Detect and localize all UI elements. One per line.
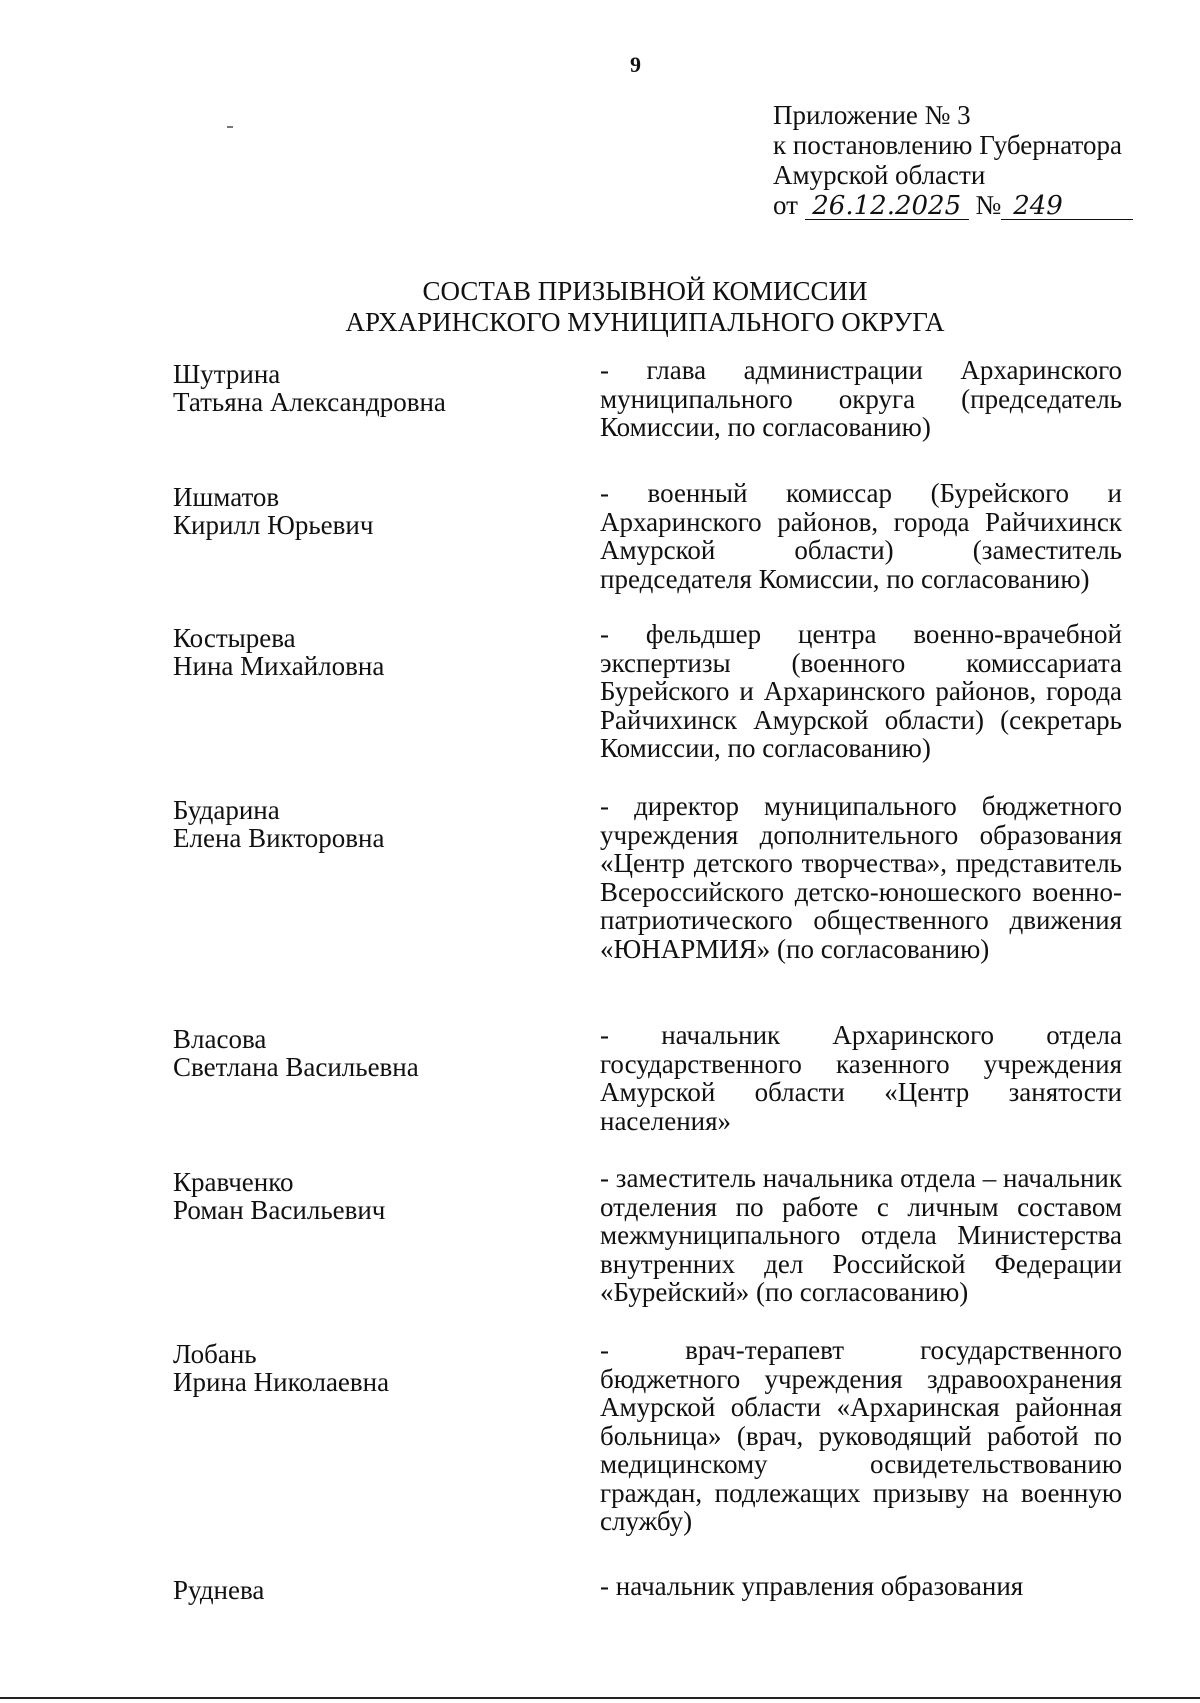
member-name xyxy=(173,1168,553,1224)
member-name xyxy=(173,624,553,680)
number-label: № xyxy=(975,190,1002,220)
member-given-name: Нина Михайловна xyxy=(173,651,385,681)
date-prefix: от xyxy=(773,190,798,220)
appendix-line-3: Амурской области xyxy=(773,160,986,190)
member-role: - военный комиссар (Бурейского и Архаринского районов, города Райчихинск Амурской области) (заместитель председателя Комиссии, по согласованию) xyxy=(600,478,1122,594)
member-role: - глава администрации Архаринского муниципального округа (председатель Комиссии, по согласованию) xyxy=(600,355,1122,442)
member-name xyxy=(173,483,553,539)
member-name xyxy=(173,360,553,416)
appendix-line-2: к постановлению Губернатора xyxy=(773,130,1122,160)
member-given-name: Татьяна Александровна xyxy=(173,387,446,417)
member-surname: Кравченко xyxy=(173,1167,294,1197)
document-title xyxy=(0,276,1200,338)
page-number: 9 xyxy=(630,52,641,77)
scan-speck xyxy=(227,126,233,128)
member-surname: Костырева xyxy=(173,623,296,653)
handwritten-number: 249 xyxy=(1001,193,1133,220)
appendix-header xyxy=(773,100,1133,220)
member-role: - врач-терапевт государственного бюджетного учреждения здравоохранения Амурской области «Архаринская районная больница» (врач, руководящий работой по медицинскому освидетельствованию граждан, подлежащих призыву на военную службу) xyxy=(600,1335,1122,1536)
member-name xyxy=(173,796,553,852)
member-surname: Руднева xyxy=(173,1575,265,1605)
member-name xyxy=(173,1340,553,1396)
title-line-2: АРХАРИНСКОГО МУНИЦИПАЛЬНОГО ОКРУГА xyxy=(345,307,945,337)
member-role: - начальник управления образования xyxy=(600,1571,1024,1601)
member-surname: Власова xyxy=(173,1024,267,1054)
handwritten-date: 26.12.2025 xyxy=(805,193,969,220)
member-surname: Бударина xyxy=(173,795,280,825)
appendix-line-1: Приложение № 3 xyxy=(773,100,971,130)
member-role: - директор муниципального бюджетного учреждения дополнительного образования «Центр детского творчества», представитель Всероссийского детско-юношеского военно-патриотического общественного движения «ЮНАРМИЯ» (по согласованию) xyxy=(600,791,1122,964)
member-name xyxy=(173,1025,553,1081)
member-surname: Лобань xyxy=(173,1339,257,1369)
title-line-1: СОСТАВ ПРИЗЫВНОЙ КОМИССИИ xyxy=(422,276,868,306)
member-name xyxy=(173,1576,553,1604)
member-surname: Ишматов xyxy=(173,482,280,512)
member-given-name: Роман Васильевич xyxy=(173,1195,386,1225)
scan-bottom-edge xyxy=(0,1697,1200,1699)
member-given-name: Ирина Николаевна xyxy=(173,1367,390,1397)
member-given-name: Кирилл Юрьевич xyxy=(173,510,374,540)
member-role: - заместитель начальника отдела – начальник отделения по работе с личным составом межмуниципального отдела Министерства внутренних дел Российской Федерации «Бурейский» (по согласованию) xyxy=(600,1163,1122,1307)
member-given-name: Елена Викторовна xyxy=(173,823,385,853)
member-given-name: Светлана Васильевна xyxy=(173,1052,419,1082)
appendix-date-line xyxy=(773,190,1133,220)
member-surname: Шутрина xyxy=(173,359,281,389)
member-role: - фельдшер центра военно-врачебной экспертизы (военного комиссариата Бурейского и Архаринского районов, города Райчихинск Амурской области) (секретарь Комиссии, по согласованию) xyxy=(600,619,1122,763)
member-role: - начальник Архаринского отдела государственного казенного учреждения Амурской области «Центр занятости населения» xyxy=(600,1020,1122,1136)
